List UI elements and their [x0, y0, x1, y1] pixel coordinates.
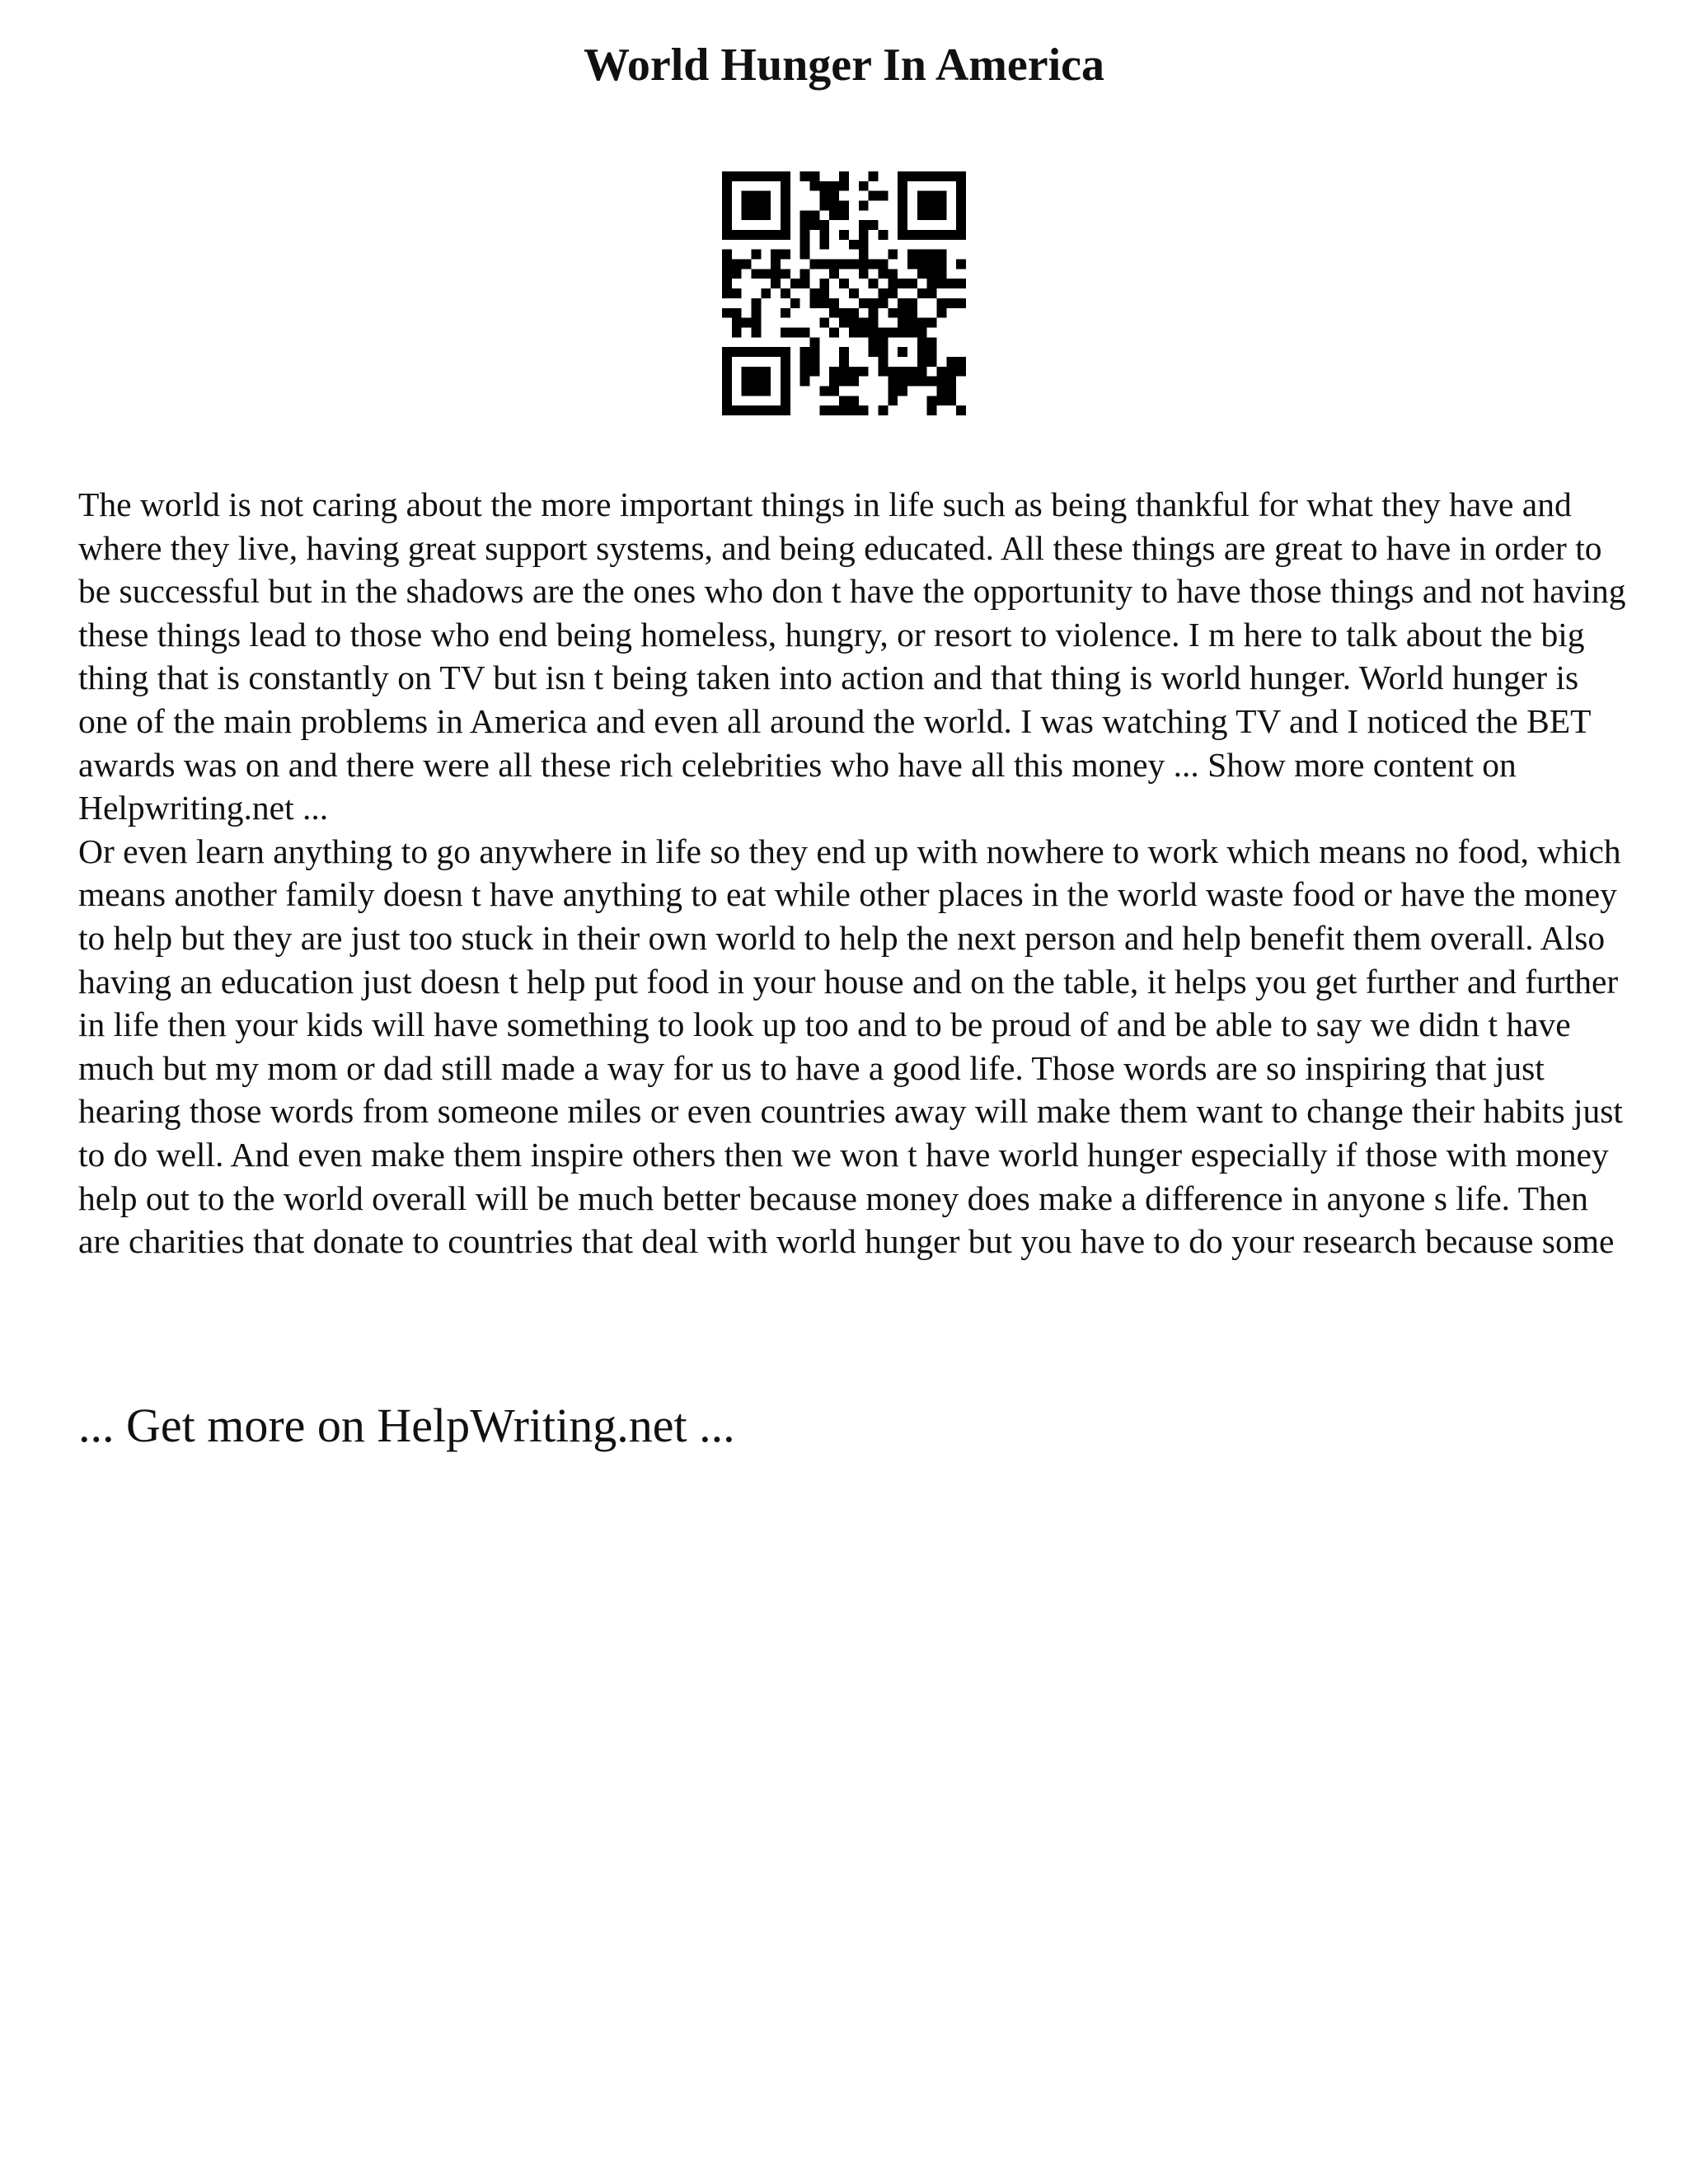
document-body	[78, 483, 1628, 1263]
paragraph-1: The world is not caring about the more important things in life such as being thankful for what they have and where they live, having great support systems, and being educated. All these things are great to have in order to be successful but in the shadows are the ones who don t have the opportunity to have those things and not having these things lead to those who end being homeless, hungry, or resort to violence. I m here to talk about the big thing that is constantly on TV but isn t being taken into action and that thing is world hunger. World hunger is one of the main problems in America and even all around the world. I was watching TV and I noticed the BET awards was on and there were all these rich celebrities who have all this money ... Show more content on Helpwriting.net ...	[78, 485, 1626, 827]
paragraph-2: Or even learn anything to go anywhere in life so they end up with nowhere to work which means no food, which means another family doesn t have anything to eat while other places in the world waste food or have the money to help but they are just too stuck in their own world to help the next person and help benefit them overall. Also having an education just doesn t help put food in your house and on the table, it helps you get further and further in life then your kids will have something to look up too and to be proud of and be able to say we didn t have much but my mom or dad still made a way for us to have a good life. Those words are so inspiring that just hearing those words from someone miles or even countries away will make them want to change their habits just to do well. And even make them inspire others then we won t have world hunger especially if those with money help out to the world overall will be much better because money does make a difference in anyone s life. Then are charities that donate to countries that deal with world hunger but you have to do your research because some	[78, 832, 1623, 1261]
document-title: World Hunger In America	[583, 40, 1105, 91]
get-more-link[interactable]: ... Get more on HelpWriting.net ...	[78, 1399, 735, 1452]
qr-code-icon	[722, 171, 966, 415]
